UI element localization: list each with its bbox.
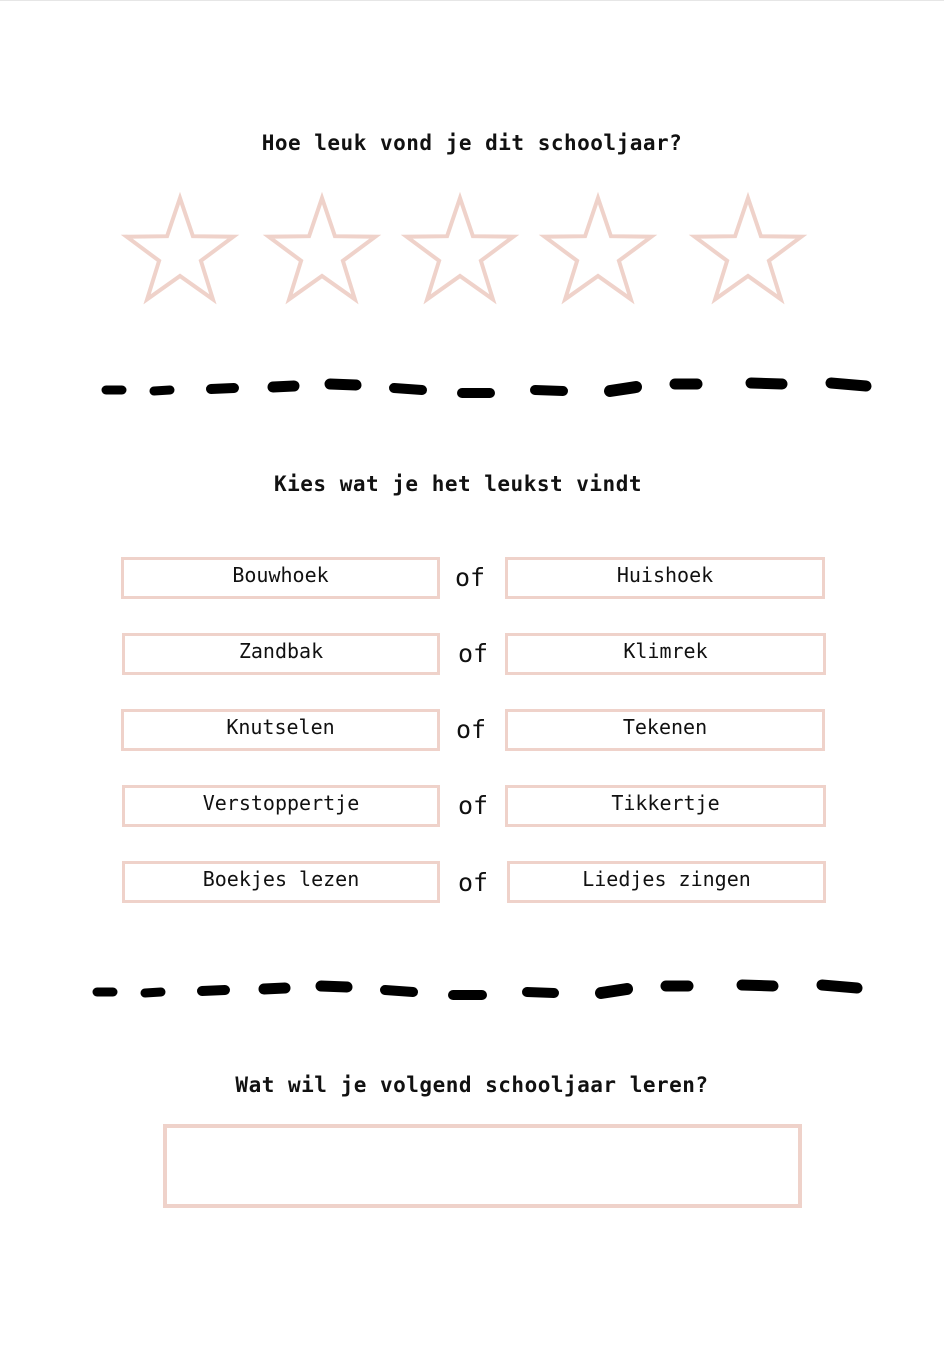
dashed-divider (0, 970, 944, 1010)
choice-left-option[interactable]: Boekjes lezen (122, 861, 440, 903)
choice-left-option[interactable]: Zandbak (122, 633, 440, 675)
or-label: of (458, 639, 489, 668)
star-icon[interactable] (545, 198, 652, 299)
or-label: of (455, 563, 486, 592)
star-icon[interactable] (127, 198, 234, 299)
dashed-divider (0, 368, 944, 408)
or-label: of (456, 715, 487, 744)
choice-left-option[interactable]: Verstoppertje (122, 785, 440, 827)
choice-right-option[interactable]: Tekenen (505, 709, 825, 751)
choose-question: Kies wat je het leukst vindt (273, 472, 642, 496)
choice-right-option[interactable]: Huishoek (505, 557, 825, 599)
choice-left-option[interactable]: Knutselen (121, 709, 440, 751)
or-label: of (458, 868, 489, 897)
choice-left-option[interactable]: Bouwhoek (121, 557, 440, 599)
choice-right-option[interactable]: Tikkertje (505, 785, 826, 827)
star-rating (0, 190, 944, 320)
choice-right-option[interactable]: Liedjes zingen (507, 861, 826, 903)
star-icon[interactable] (695, 198, 802, 299)
rating-question: Hoe leuk vond je dit schooljaar? (261, 131, 683, 155)
choice-right-option[interactable]: Klimrek (505, 633, 826, 675)
learn-question: Wat wil je volgend schooljaar leren? (235, 1073, 709, 1097)
star-icon[interactable] (269, 198, 376, 299)
or-label: of (458, 791, 489, 820)
top-border-line (0, 0, 944, 1)
learn-answer-field[interactable] (163, 1124, 802, 1208)
star-icon[interactable] (407, 198, 514, 299)
